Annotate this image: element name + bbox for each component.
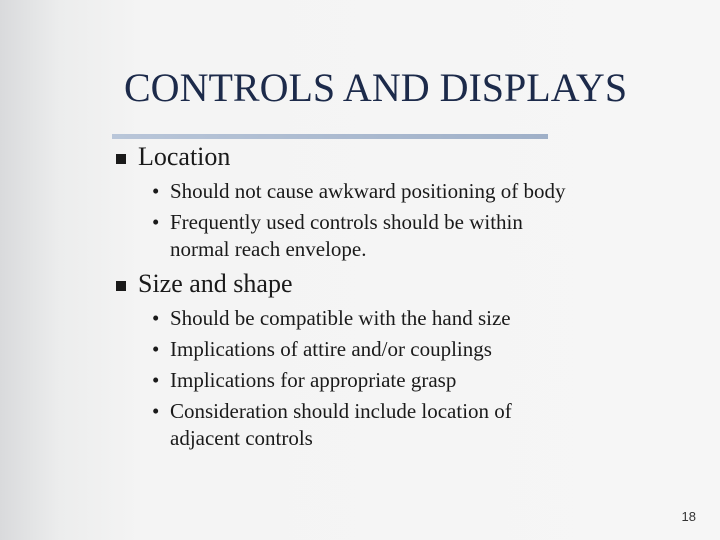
page-number: 18 xyxy=(681,509,696,524)
dot-bullet-icon: • xyxy=(152,210,160,234)
list-item: • Should be compatible with the hand size xyxy=(152,303,512,334)
dot-bullet-icon: • xyxy=(152,179,160,203)
location-bullet-list xyxy=(152,176,565,265)
list-item: • Implications for appropriate grasp xyxy=(152,365,512,396)
size-shape-bullet-list xyxy=(152,303,512,454)
slide-title: CONTROLS AND DISPLAYS xyxy=(124,65,628,110)
title-underline xyxy=(112,134,548,139)
section-heading: Location xyxy=(138,142,231,171)
list-item: • Consideration should include location of adjacent controls xyxy=(152,396,512,454)
square-bullet-icon xyxy=(116,154,126,164)
list-item: • Implications of attire and/or couplings xyxy=(152,334,512,365)
dot-bullet-icon: • xyxy=(152,399,160,423)
list-item: • Frequently used controls should be within normal reach envelope. xyxy=(152,207,565,265)
section-heading: Size and shape xyxy=(138,269,293,298)
square-bullet-icon xyxy=(116,281,126,291)
list-item: • Should not cause awkward positioning of body xyxy=(152,176,565,207)
dot-bullet-icon: • xyxy=(152,368,160,392)
dot-bullet-icon: • xyxy=(152,306,160,330)
dot-bullet-icon: • xyxy=(152,337,160,361)
